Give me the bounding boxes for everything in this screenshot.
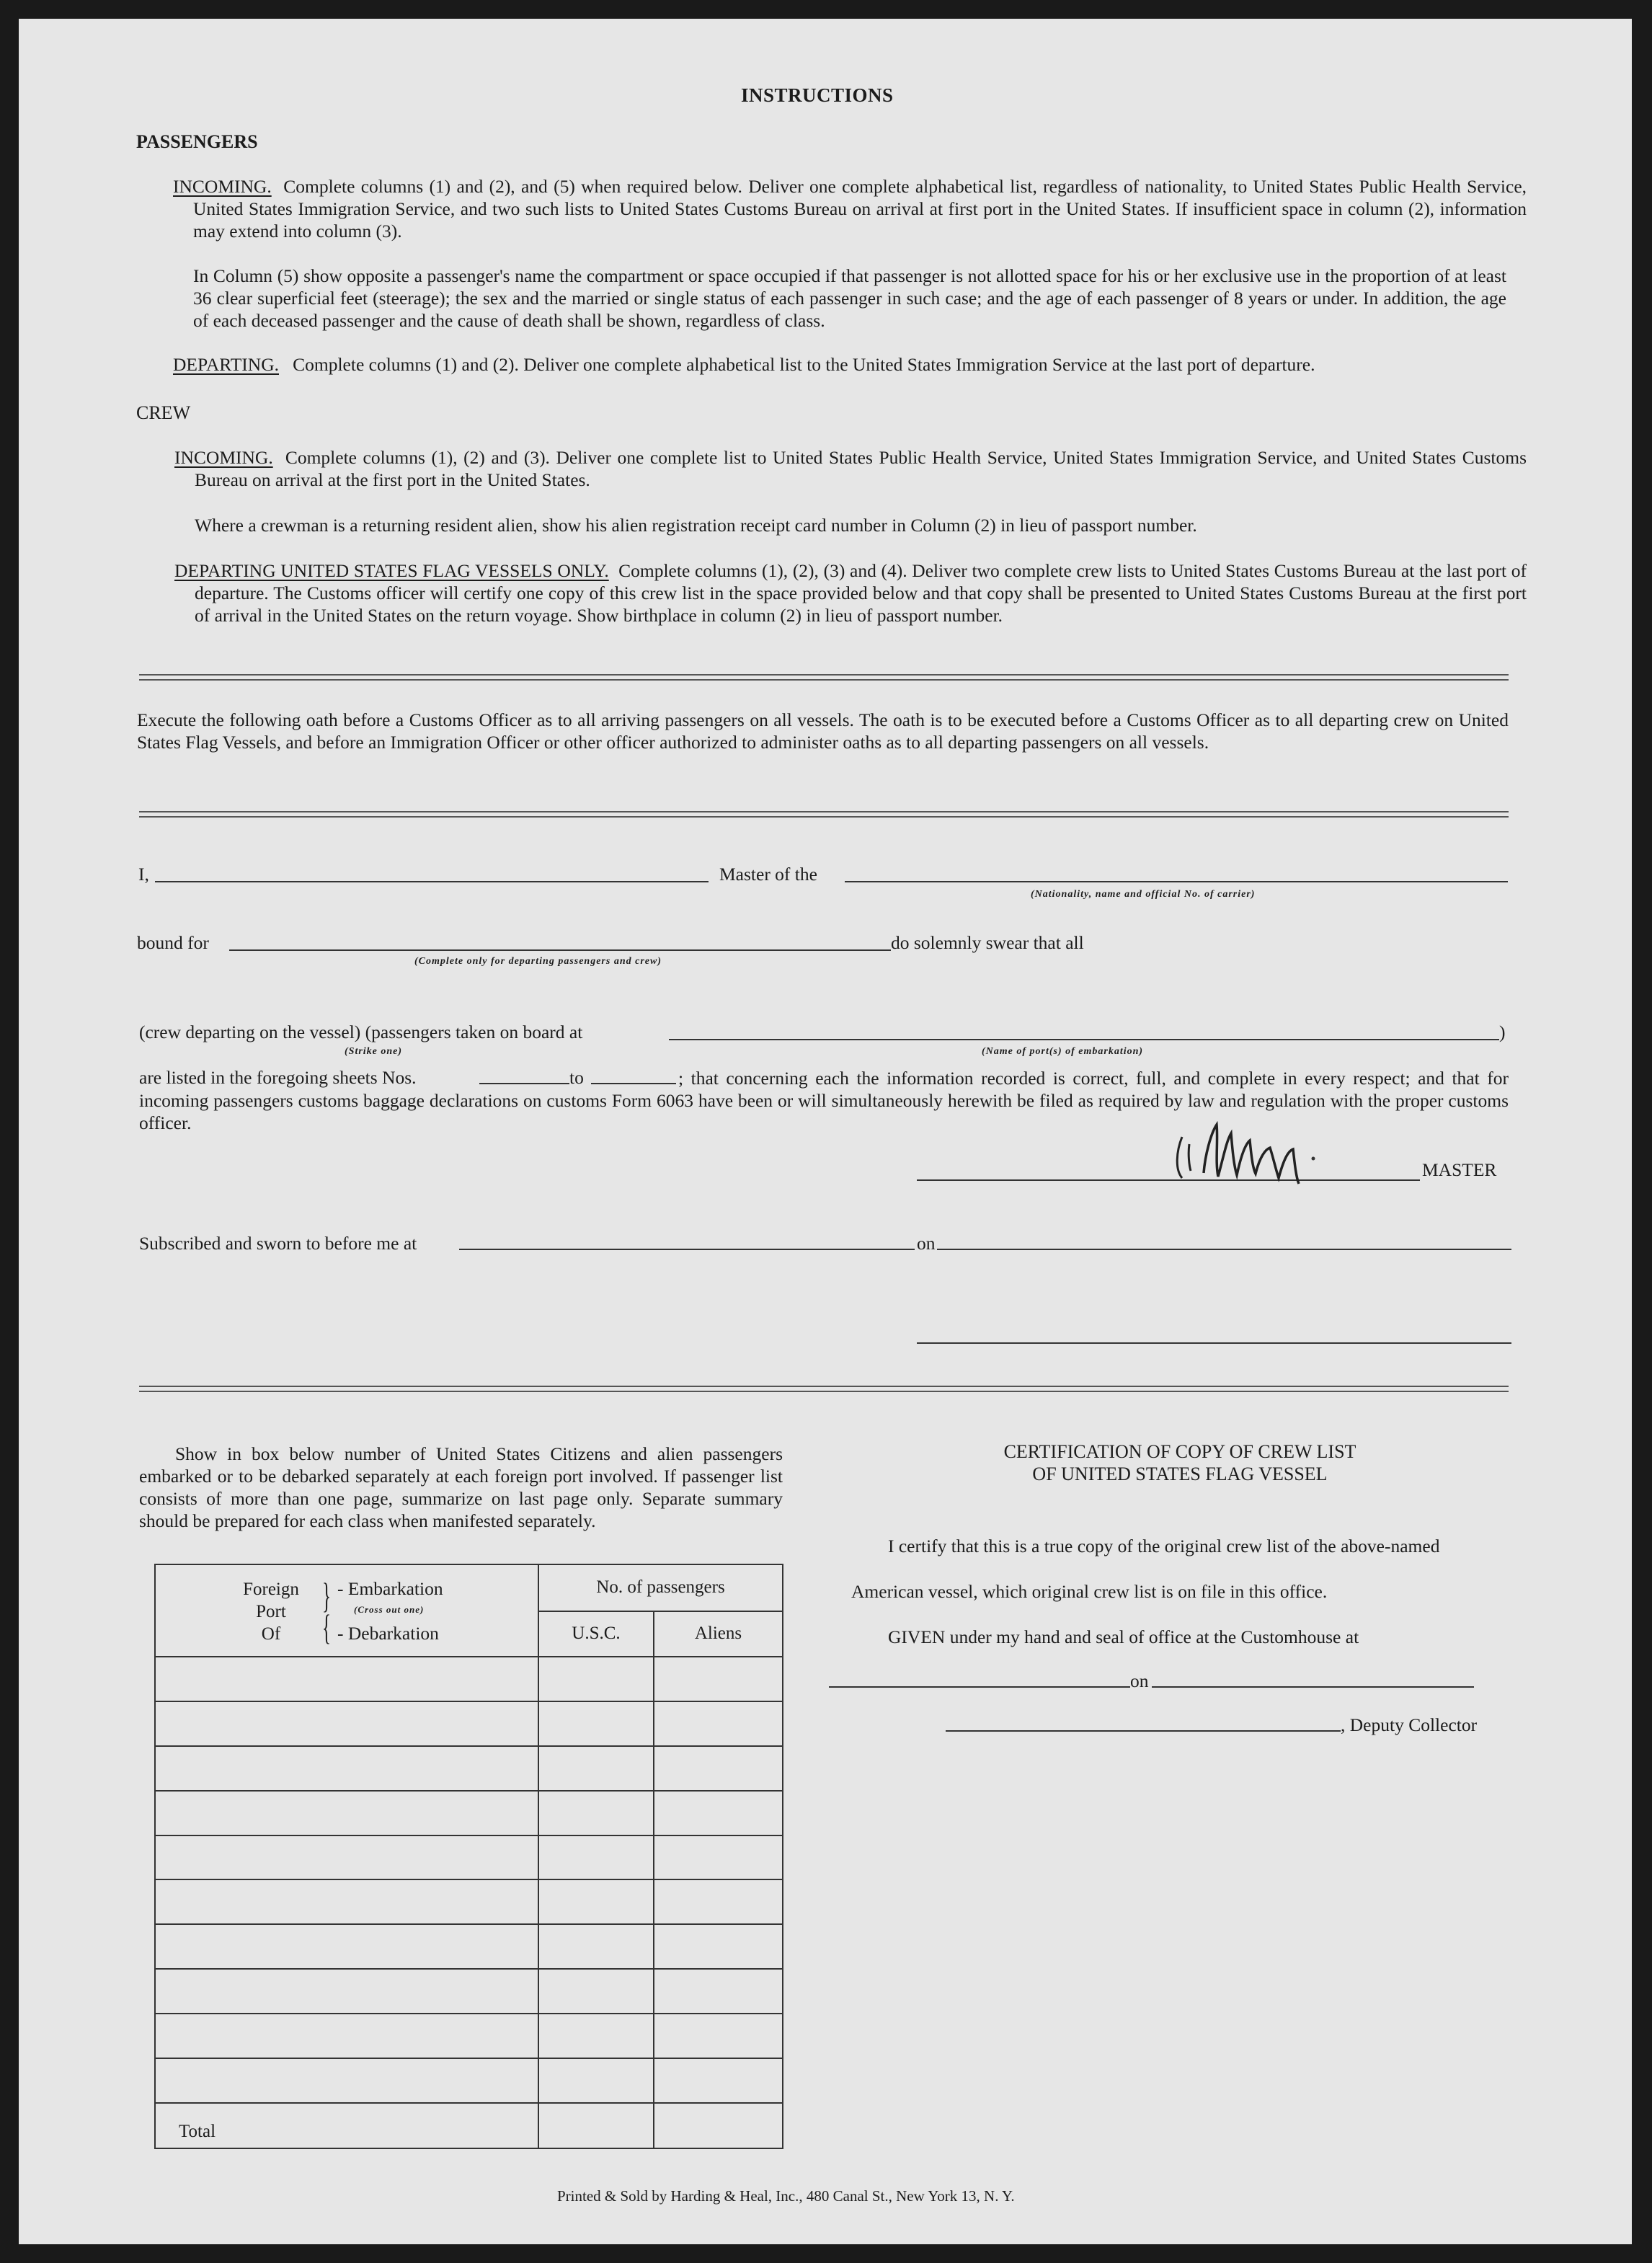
- officer-signature-line[interactable]: [917, 1342, 1511, 1344]
- aliens-cell[interactable]: [654, 1835, 783, 1880]
- cross-out-note: (Cross out one): [354, 1604, 425, 1615]
- oath-intro: Execute the following oath before a Customs Officer as to all arriving passengers on all vessels. The oath is to be executed before a Customs Officer as to all departing crew on United States Flag Vessels, and before an Immigration Officer or other officer authorized to administer oaths as to all departing passengers on all vessels.: [137, 709, 1509, 753]
- col-port-label: Port: [256, 1602, 286, 1621]
- bound-for-line[interactable]: [229, 949, 891, 951]
- to-label: to: [569, 1067, 584, 1088]
- usc-cell[interactable]: [538, 1879, 654, 1924]
- table-row: [155, 2058, 783, 2103]
- total-usc-cell[interactable]: [538, 2103, 654, 2148]
- passengers-incoming-label: INCOMING.: [173, 176, 272, 197]
- port-cell[interactable]: [155, 1791, 538, 1835]
- strike-one-note: (Strike one): [345, 1046, 403, 1057]
- port-cell[interactable]: [155, 1746, 538, 1791]
- table-row: [155, 1969, 783, 2014]
- certify-text: I certify that this is a true copy of the original crew list of the above-named: [888, 1536, 1440, 1556]
- usc-cell[interactable]: [538, 1791, 654, 1835]
- usc-cell[interactable]: [538, 1746, 654, 1791]
- master-signature-image: [1160, 1112, 1326, 1191]
- passengers-heading: PASSENGERS: [136, 131, 258, 152]
- carrier-line[interactable]: [845, 881, 1508, 882]
- aliens-cell[interactable]: [654, 1879, 783, 1924]
- printer-footer: Printed & Sold by Harding & Heal, Inc., 480 Canal St., New York 13, N. Y.: [557, 2187, 1015, 2205]
- crew-departing-text-line: (crew departing on the vessel) (passengers taken on board at: [139, 1022, 583, 1042]
- solemnly-swear-text: do solemnly swear that all: [891, 932, 1084, 953]
- crew-incoming-text: Complete columns (1), (2) and (3). Deliver one complete list to United States Public Health Service, United States Immigration Service, and United States Customs Bureau on arrival at the first port in the United States.: [195, 447, 1527, 490]
- section-divider: [139, 1386, 1509, 1392]
- table-row: [155, 1879, 783, 1924]
- passengers-departing-paragraph: [173, 353, 1506, 376]
- page-title: INSTRUCTIONS: [741, 84, 894, 106]
- aliens-cell[interactable]: [654, 1969, 783, 2014]
- master-label: MASTER: [1422, 1159, 1497, 1180]
- col-of-label: Of: [261, 1624, 281, 1644]
- aliens-cell[interactable]: [654, 1657, 783, 1701]
- subscribed-text: Subscribed and sworn to before me at: [139, 1233, 417, 1254]
- customhouse-line[interactable]: [829, 1686, 1130, 1688]
- listed-line-text: are listed in the foregoing sheets Nos.: [139, 1067, 417, 1088]
- usc-cell[interactable]: [538, 1924, 654, 1969]
- port-cell[interactable]: [155, 1701, 538, 1746]
- port-cell[interactable]: [155, 1657, 538, 1701]
- usc-cell[interactable]: [538, 1969, 654, 2014]
- total-aliens-cell[interactable]: [654, 2103, 783, 2148]
- subscribed-on-label: on: [917, 1233, 936, 1254]
- crew-incoming-paragraph: [174, 446, 1527, 491]
- table-row: [155, 1657, 783, 1701]
- table-row: [155, 1791, 783, 1835]
- master-name-line[interactable]: [155, 881, 709, 882]
- usc-cell[interactable]: [538, 2058, 654, 2103]
- crew-incoming-label: INCOMING.: [174, 447, 273, 468]
- nationality-note: (Nationality, name and official No. of carrier): [1031, 889, 1256, 900]
- american-vessel-text: American vessel, which original crew list is on file in this office.: [851, 1581, 1328, 1602]
- passengers-departing-text: Complete columns (1) and (2). Deliver one complete alphabetical list to the United States Immigration Service at the last port of departure.: [293, 354, 1315, 375]
- section-divider: [139, 674, 1509, 681]
- aliens-cell[interactable]: [654, 2058, 783, 2103]
- total-label: Total: [155, 2103, 538, 2148]
- bound-for-label: bound for: [137, 932, 209, 953]
- no-passengers-header: No. of passengers: [538, 1564, 783, 1611]
- port-note: (Name of port(s) of embarkation): [982, 1046, 1144, 1057]
- aliens-cell[interactable]: [654, 1791, 783, 1835]
- aliens-cell[interactable]: [654, 2014, 783, 2058]
- usc-header: U.S.C.: [538, 1611, 654, 1657]
- table-row: [155, 1835, 783, 1880]
- col-foreign-label: Foreign: [243, 1580, 299, 1599]
- passenger-summary-table: [154, 1564, 783, 2149]
- summary-instructions: Show in box below number of United States Citizens and alien passengers embarked or to be debarked separately at each foreign port involved. If passenger list consists of more than one page, summarize on last page only. Separate summary should be prepared for each class when manifested separately.: [139, 1443, 783, 1531]
- port-cell[interactable]: [155, 2014, 538, 2058]
- usc-cell[interactable]: [538, 2014, 654, 2058]
- usc-cell[interactable]: [538, 1835, 654, 1880]
- aliens-cell[interactable]: [654, 1924, 783, 1969]
- table-row: [155, 2014, 783, 2058]
- port-cell[interactable]: [155, 1969, 538, 2014]
- subscribed-date-line[interactable]: [937, 1249, 1511, 1250]
- foreign-port-header: [155, 1564, 538, 1657]
- crew-departing-paragraph: [174, 559, 1527, 626]
- section-divider: [139, 811, 1509, 818]
- table-row: [155, 1924, 783, 1969]
- aliens-cell[interactable]: [654, 1701, 783, 1746]
- given-text: GIVEN under my hand and seal of office at the Customhouse at: [888, 1626, 1359, 1647]
- port-cell[interactable]: [155, 1879, 538, 1924]
- usc-cell[interactable]: [538, 1657, 654, 1701]
- brace-icon: } {: [322, 1575, 331, 1647]
- close-paren: ): [1499, 1022, 1506, 1042]
- passengers-column5-paragraph: In Column (5) show opposite a passenger's name the compartment or space occupied if that passenger is not allotted space for his or her exclusive use in the proportion of at least 36 clear superficial feet (steerage); the sex and the married or single status of each passenger in such case; and the age of each passenger of 8 years or under. In addition, the age of each deceased passenger and the cause of death shall be shown, regardless of class.: [193, 265, 1506, 331]
- col-embarkation-label: - Embarkation: [337, 1578, 443, 1599]
- port-cell[interactable]: [155, 2058, 538, 2103]
- table-row: [155, 1701, 783, 1746]
- deputy-collector-label: , Deputy Collector: [1341, 1714, 1478, 1735]
- passengers-incoming-paragraph: [173, 175, 1527, 242]
- crew-departing-text: Complete columns (1), (2), (3) and (4). Deliver two complete crew lists to United States Customs Bureau at the last port of departure. The Customs officer will certify one copy of this crew list in the space provided below and that copy shall be presented to United States Customs Bureau at the first port of arrival in the United States on the return voyage. Show birthplace in column (2) in lieu of passport number.: [195, 560, 1527, 626]
- certification-date-line[interactable]: [1152, 1686, 1474, 1688]
- usc-cell[interactable]: [538, 1701, 654, 1746]
- port-embarkation-line[interactable]: [669, 1039, 1499, 1040]
- deputy-collector-line[interactable]: [946, 1730, 1341, 1732]
- crew-departing-label: DEPARTING UNITED STATES FLAG VESSELS ONLY.: [174, 560, 609, 581]
- master-of-the-label: Master of the: [719, 864, 817, 885]
- complete-only-note: (Complete only for departing passengers and crew): [414, 956, 662, 967]
- col-debarkation-label: - Debarkation: [337, 1623, 439, 1644]
- certification-title-line2: OF UNITED STATES FLAG VESSEL: [1032, 1463, 1328, 1484]
- port-cell[interactable]: [155, 1924, 538, 1969]
- certification-title-line1: CERTIFICATION OF COPY OF CREW LIST: [1003, 1441, 1356, 1462]
- passengers-departing-label: DEPARTING.: [173, 354, 279, 375]
- port-cell[interactable]: [155, 1835, 538, 1880]
- crew-crewman-paragraph: Where a crewman is a returning resident alien, show his alien registration receipt card number in Column (2) in lieu of passport number.: [195, 515, 1197, 536]
- aliens-header: Aliens: [654, 1611, 783, 1657]
- certification-title: [888, 1440, 1472, 1485]
- passengers-incoming-text: Complete columns (1) and (2), and (5) when required below. Deliver one complete alphabetical list, regardless of nationality, to United States Public Health Service, United States Immigration Service, and two such lists to United States Customs Bureau on arrival at first port in the United States. If insufficient space in column (2), information may extend into column (3).: [193, 176, 1527, 242]
- oath-i-label: I,: [138, 864, 149, 885]
- aliens-cell[interactable]: [654, 1746, 783, 1791]
- subscribed-place-line[interactable]: [459, 1249, 915, 1250]
- listed-rest-paragraph: ; that concerning each the information recorded is correct, full, and complete in every respect; and that for incoming passengers customs baggage declarations on customs Form 6063 have been or will simultaneously herewith be filed as required by law and regulation with the proper customs officer.: [139, 1068, 1509, 1133]
- certification-on-label: on: [1130, 1670, 1149, 1691]
- crew-heading: CREW: [136, 402, 191, 423]
- table-row: [155, 1746, 783, 1791]
